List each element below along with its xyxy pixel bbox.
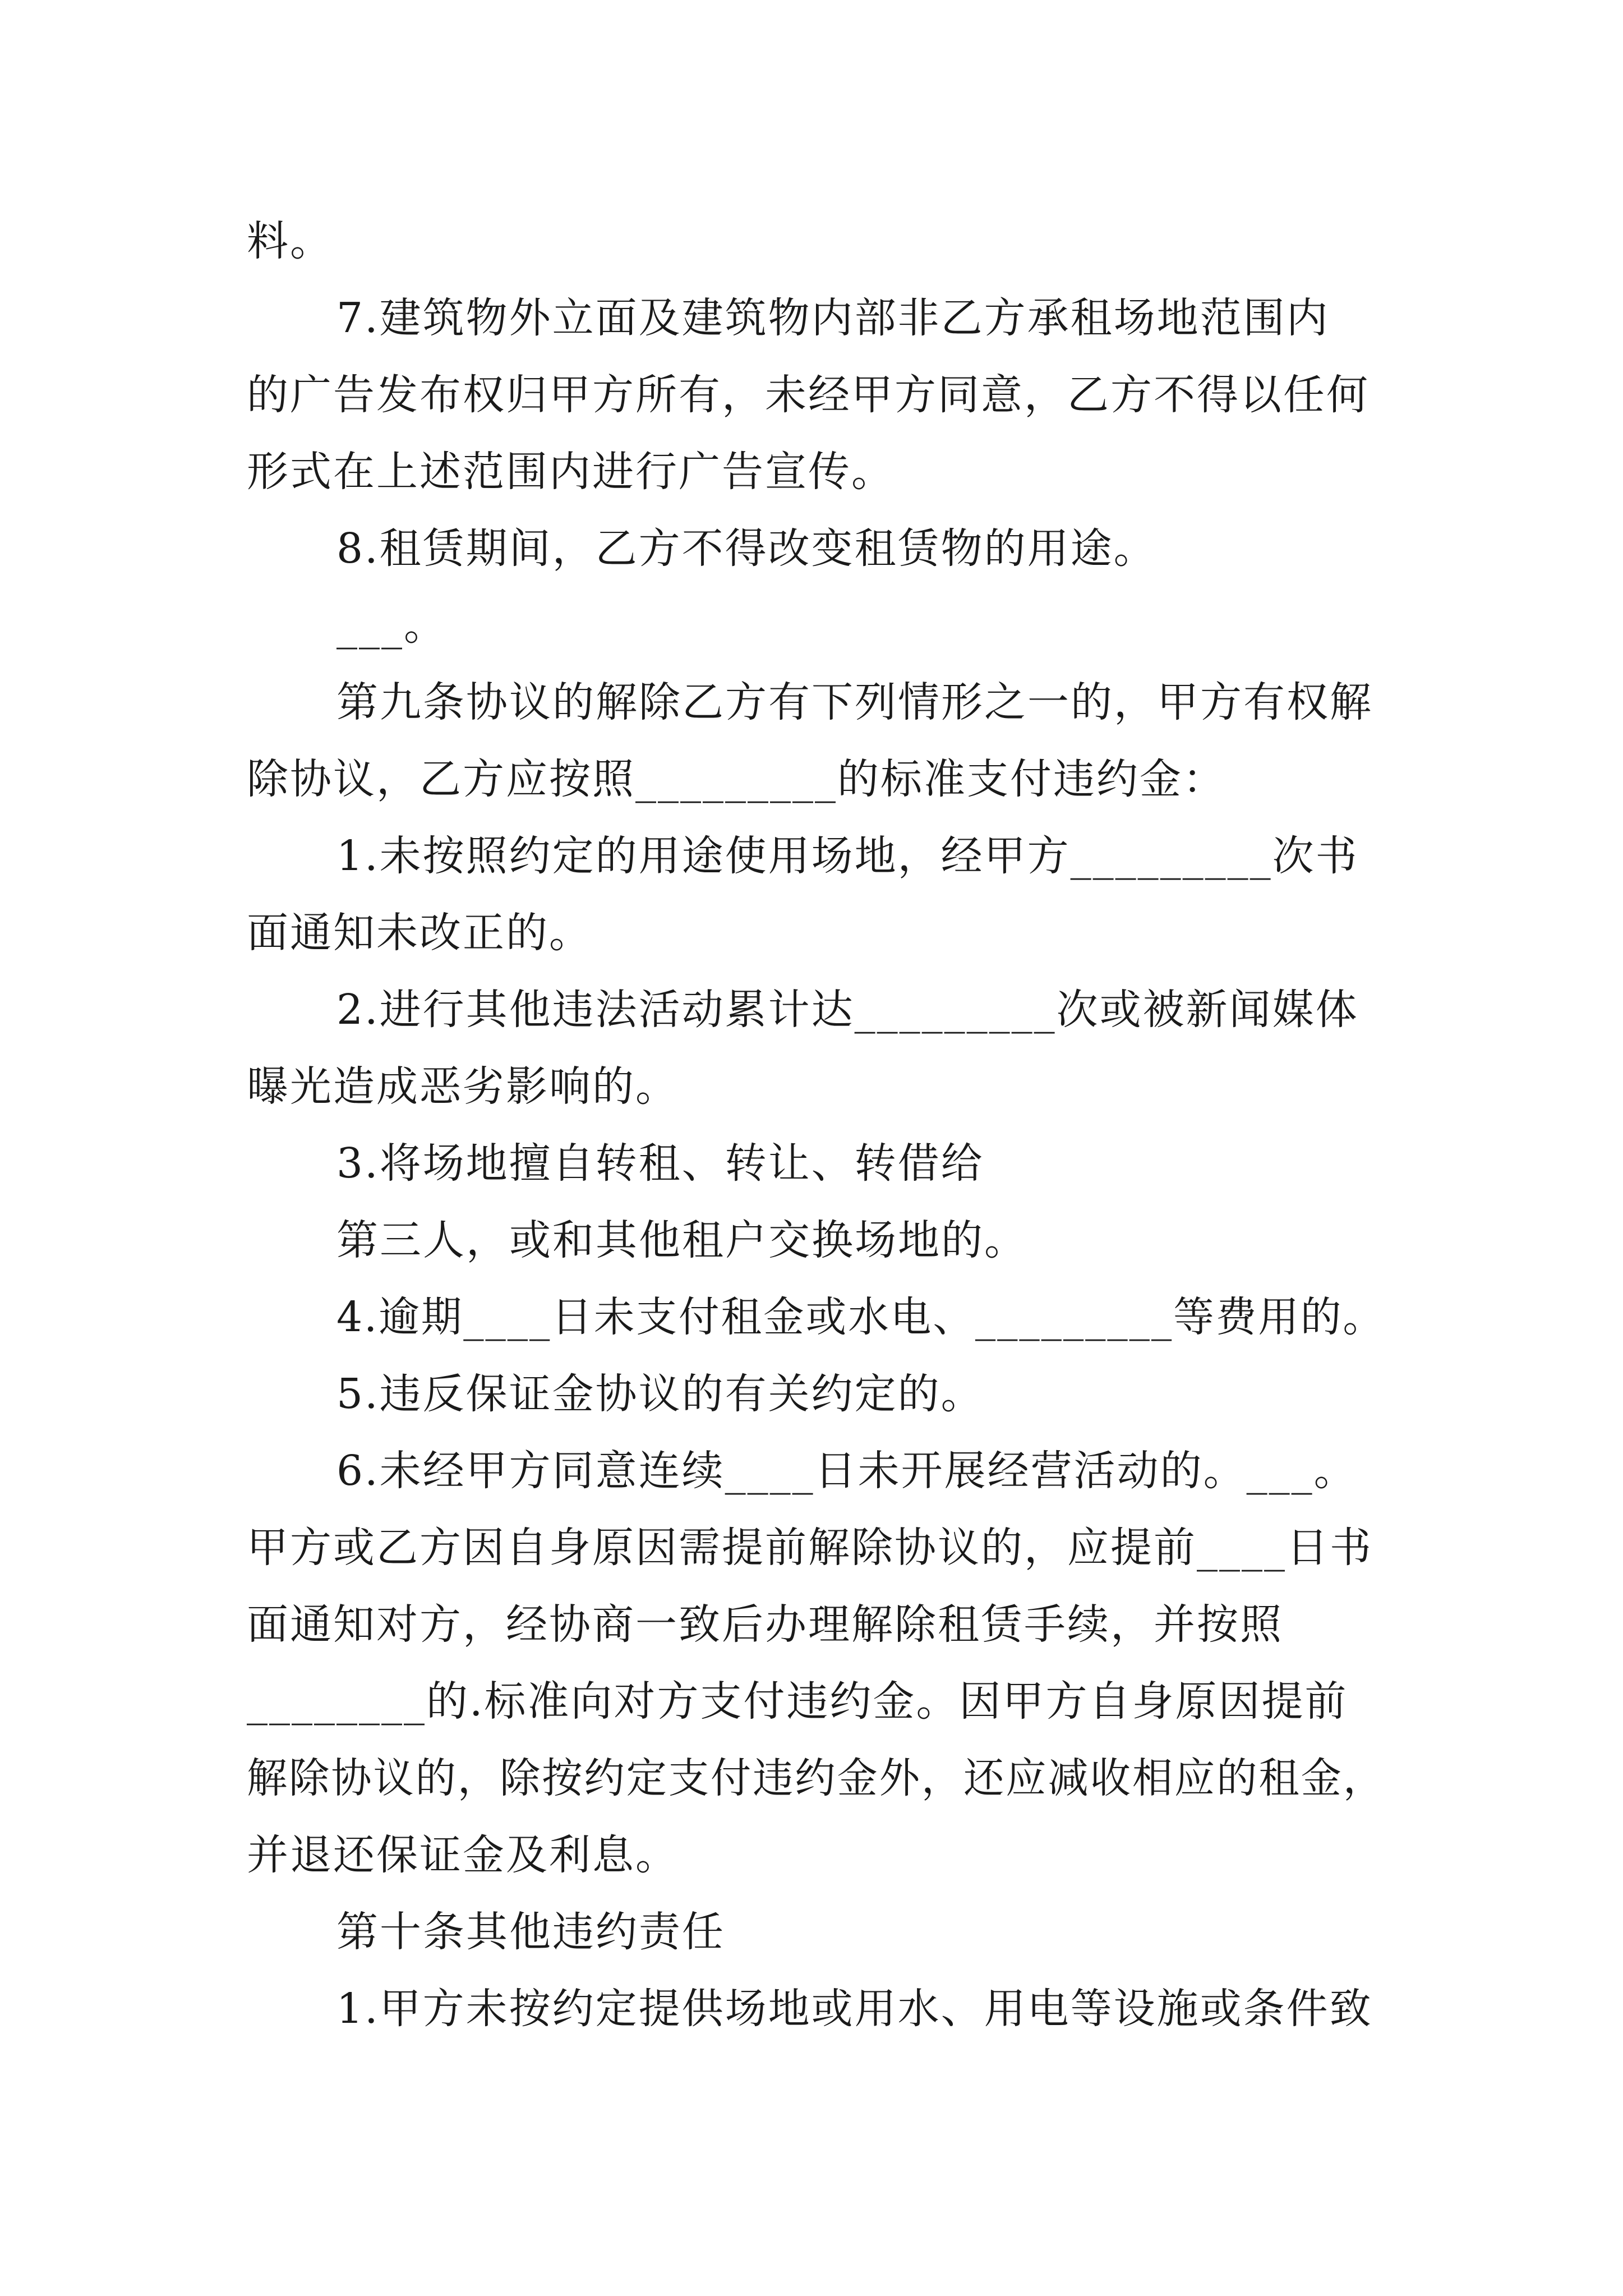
text-line-19: 面通知对方，经协商一致后办理解除租赁手续，并按照 <box>247 1600 1283 1649</box>
text-line-22: 并退还保证金及利息。 <box>247 1831 679 1879</box>
text-line-9: 1.未按照约定的用途使用场地，经甲方_________次书 <box>336 832 1359 880</box>
text-line-24: 1.甲方未按约定提供场地或用水、用电等设施或条件致 <box>336 1985 1373 2033</box>
text-line-3: 的广告发布权归甲方所有，未经甲方同意，乙方不得以任何 <box>247 371 1370 419</box>
text-line-14: 第三人，或和其他租户交换场地的。 <box>336 1216 1027 1264</box>
text-line-23: 第十条其他违约责任 <box>336 1908 725 1956</box>
text-line-2: 7.建筑物外立面及建筑物内部非乙方承租场地范围内 <box>336 294 1330 342</box>
text-line-21: 解除协议的，除按约定支付违约金外，还应减收相应的租金， <box>247 1754 1385 1802</box>
text-line-10: 面通知未改正的。 <box>247 909 592 957</box>
text-line-17: 6.未经甲方同意连续____日未开展经营活动的。___。 <box>336 1447 1357 1495</box>
text-line-4: 形式在上述范围内进行广告宣传。 <box>247 448 895 496</box>
text-line-15: 4.逾期____日未支付租金或水电、_________等费用的。 <box>336 1293 1385 1341</box>
text-line-11: 2.进行其他违法活动累计达_________次或被新闻媒体 <box>336 986 1359 1034</box>
text-line-5: 8.租赁期间，乙方不得改变租赁物的用途。 <box>336 524 1157 573</box>
text-line-1: 料。 <box>247 217 333 265</box>
text-line-16: 5.违反保证金协议的有关约定的。 <box>336 1370 984 1418</box>
text-line-20: ________的.标准向对方支付违约金。因甲方自身原因提前 <box>247 1677 1348 1726</box>
text-line-8: 除协议，乙方应按照_________的标准支付违约金： <box>247 755 1226 803</box>
text-line-6: ___。 <box>336 601 447 650</box>
text-line-12: 曝光造成恶劣影响的。 <box>247 1062 679 1111</box>
text-line-7: 第九条协议的解除乙方有下列情形之一的，甲方有权解 <box>336 678 1373 726</box>
text-line-13: 3.将场地擅自转租、转让、转借给 <box>336 1139 984 1188</box>
text-line-18: 甲方或乙方因自身原因需提前解除协议的，应提前____日书 <box>247 1524 1373 1572</box>
